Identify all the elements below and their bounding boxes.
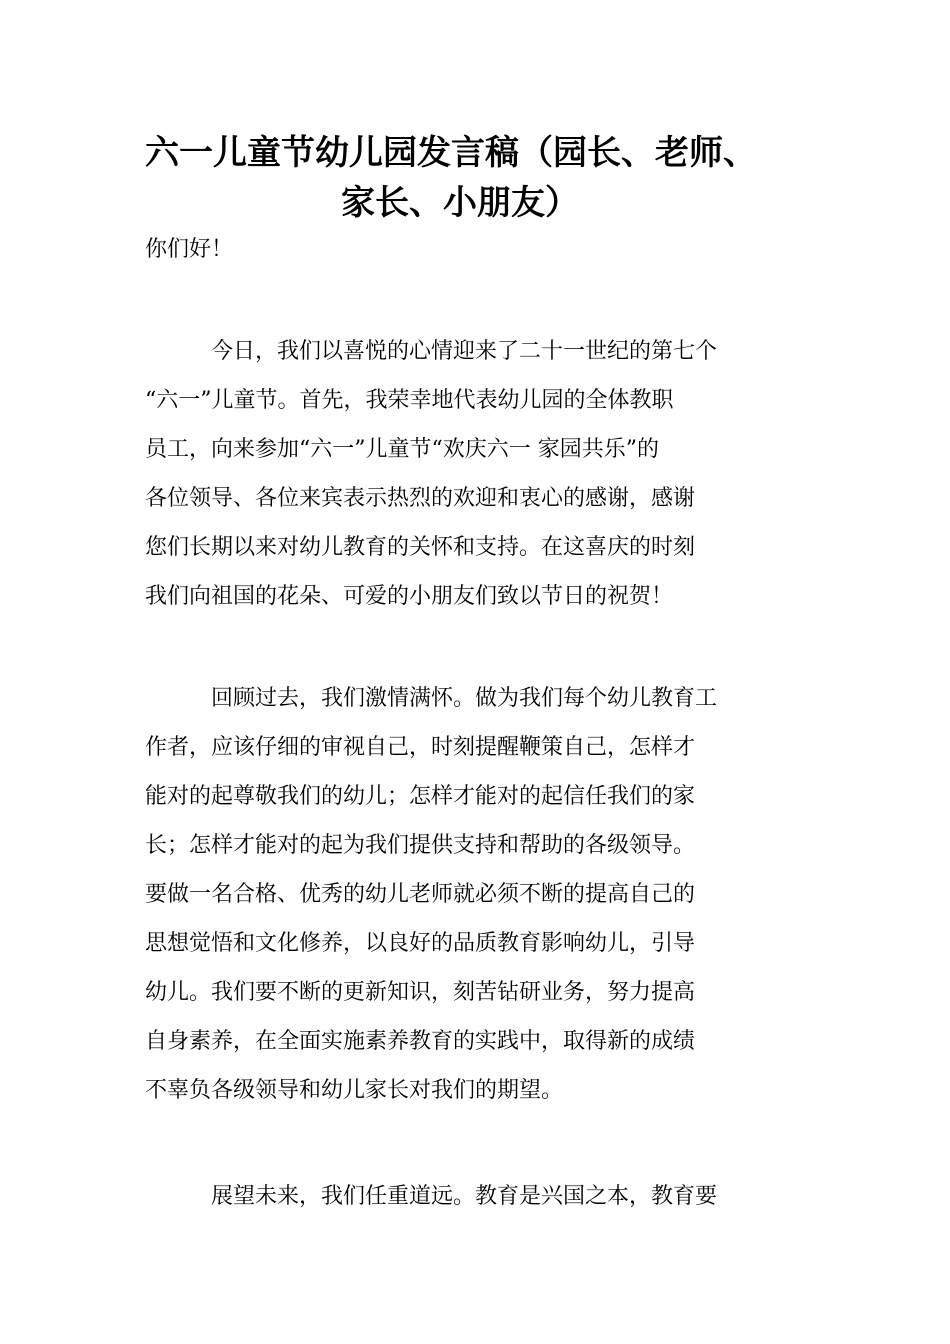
paragraph-line: 长；怎样才能对的起为我们提供支持和帮助的各级领导。: [145, 833, 696, 858]
document-title: [145, 128, 845, 228]
title-line-1: 六一儿童节幼儿园发言稿（园长、老师、: [145, 133, 757, 173]
paragraph-line: “六一”儿童节。首先，我荣幸地代表幼儿园的全体教职: [145, 388, 674, 413]
paragraph-3: [145, 1172, 810, 1221]
paragraph-line: 不辜负各级领导和幼儿家长对我们的期望。: [145, 1078, 564, 1103]
paragraph-1: [145, 327, 810, 621]
paragraph-line: 我们向祖国的花朵、可爱的小朋友们致以节日的祝贺！: [145, 584, 674, 609]
paragraph-line: 能对的起尊敬我们的幼儿；怎样才能对的起信任我们的家: [145, 784, 696, 809]
paragraph-2: [145, 674, 810, 1115]
paragraph-line: 您们长期以来对幼儿教育的关怀和支持。在这喜庆的时刻: [145, 535, 696, 560]
title-line-2: 家长、小朋友）: [341, 183, 579, 223]
paragraph-line: 作者，应该仔细的审视自己，时刻提醒鞭策自己，怎样才: [145, 735, 696, 760]
paragraph-line: 展望未来，我们任重道远。教育是兴国之本，教育要: [211, 1184, 718, 1209]
paragraph-line: 今日，我们以喜悦的心情迎来了二十一世纪的第七个: [211, 339, 718, 364]
paragraph-line: 自身素养，在全面实施素养教育的实践中，取得新的成绩: [145, 1029, 696, 1054]
paragraph-line: 回顾过去，我们激情满怀。做为我们每个幼儿教育工: [211, 686, 718, 711]
paragraph-line: 要做一名合格、优秀的幼儿老师就必须不断的提高自己的: [145, 882, 696, 907]
greeting: 你们好！: [145, 237, 234, 262]
paragraph-line: 各位领导、各位来宾表示热烈的欢迎和衷心的感谢，感谢: [145, 486, 696, 511]
paragraph-line: 思想觉悟和文化修养，以良好的品质教育影响幼儿，引导: [145, 931, 696, 956]
paragraph-line: 员工，向来参加“六一”儿童节“欢庆六一 家园共乐”的: [145, 437, 659, 462]
paragraph-line: 幼儿。我们要不断的更新知识，刻苦钻研业务，努力提高: [145, 980, 696, 1005]
